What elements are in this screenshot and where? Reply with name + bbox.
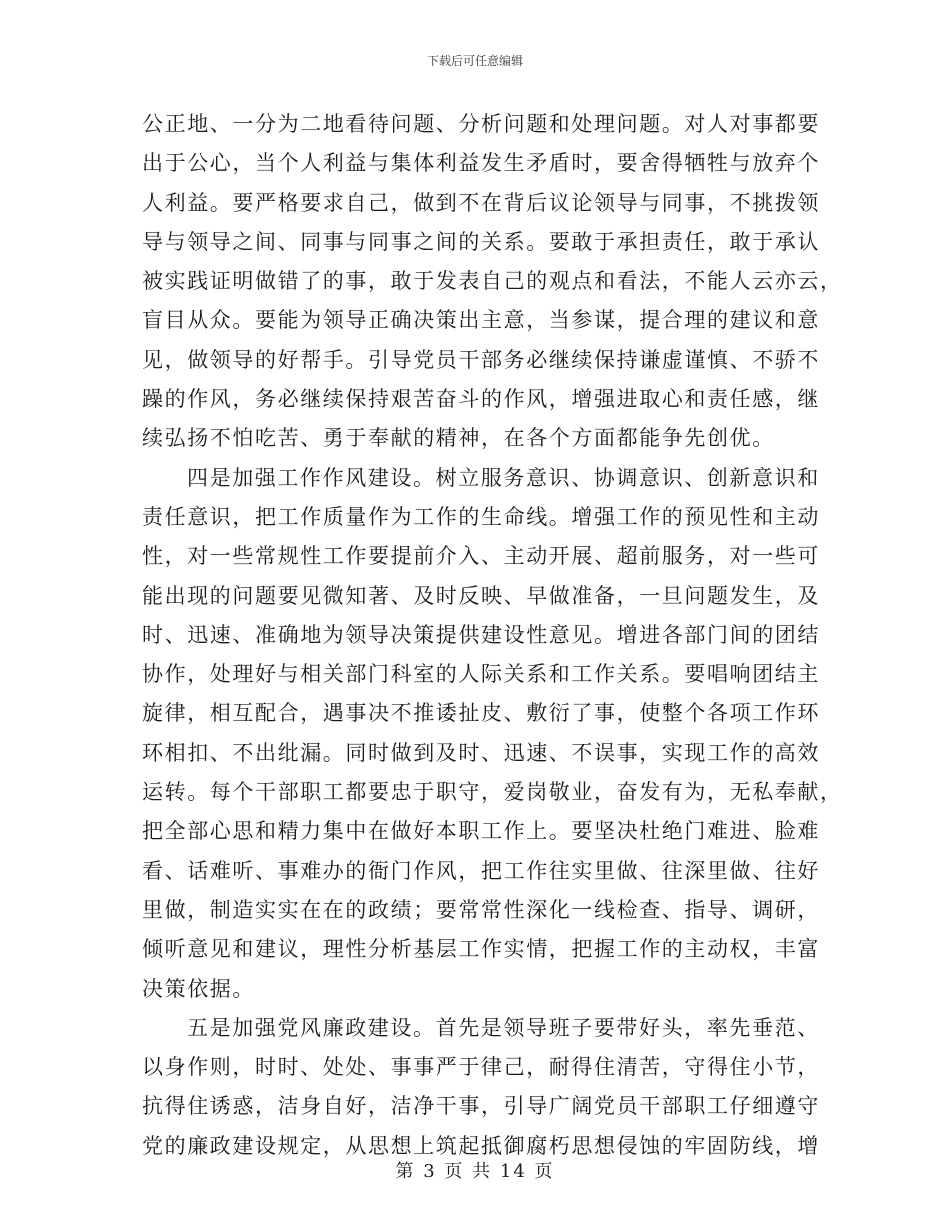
text-line: 五是加强党风廉政建设。首先是领导班子要带好头，率先垂范、 bbox=[187, 1015, 820, 1040]
text-line: 见，做领导的好帮手。引导党员干部务必继续保持谦虚谨慎、不骄不 bbox=[142, 347, 820, 372]
text-line: 运转。每个干部职工都要忠于职守，爱岗敬业，奋发有为，无私奉献， bbox=[142, 780, 843, 805]
text-line: 决策依据。 bbox=[142, 976, 255, 1001]
paragraph-integrity bbox=[142, 1009, 820, 1166]
page-footer bbox=[0, 1157, 950, 1183]
text-line: 导与领导之间、同事与同事之间的关系。要敢于承担责任，敢于承认 bbox=[142, 229, 820, 254]
text-line: 出于公心，当个人利益与集体利益发生矛盾时，要舍得牺牲与放弃个 bbox=[142, 151, 820, 176]
text-line: 时、迅速、准确地为领导决策提供建设性意见。增进各部门间的团结 bbox=[142, 622, 820, 647]
text-line: 盲目从众。要能为领导正确决策出主意，当参谋，提合理的建议和意 bbox=[142, 308, 820, 333]
text-line: 协作，处理好与相关部门科室的人际关系和工作关系。要唱响团结主 bbox=[142, 662, 820, 687]
text-line: 公正地、一分为二地看待问题、分析问题和处理问题。对人对事都要 bbox=[142, 112, 820, 136]
text-line: 被实践证明做错了的事，敢于发表自己的观点和看法，不能人云亦云， bbox=[142, 269, 843, 294]
text-line: 能出现的问题要见微知著、及时反映、早做准备，一旦问题发生，及 bbox=[142, 583, 820, 608]
page-header: 下载后可任意编辑 bbox=[426, 54, 523, 68]
total-page-count: 14 bbox=[499, 1161, 527, 1182]
text-line: 人利益。要严格要求自己，做到不在背后议论领导与同事，不挑拨领 bbox=[142, 190, 820, 215]
text-line: 躁的作风，务必继续保持艰苦奋斗的作风，增强进取心和责任感，继 bbox=[142, 387, 820, 412]
current-page-number: 3 bbox=[423, 1161, 437, 1182]
text-line: 抗得住诱惑，洁身自好，洁净干事，引导广阔党员干部职工仔细遵守 bbox=[142, 1094, 820, 1119]
text-line: 看、话难听、事难办的衙门作风，把工作往实里做、往深里做、往好 bbox=[142, 858, 820, 883]
paragraph-continued bbox=[142, 105, 843, 459]
text-line: 以身作则，时时、处处、事事严于律己，耐得住清苦，守得住小节， bbox=[142, 1055, 820, 1080]
paragraph-work-style bbox=[142, 459, 843, 1009]
text-line: 性，对一些常规性工作要提前介入、主动开展、超前服务，对一些可 bbox=[142, 544, 820, 569]
text-line: 里做，制造实实在在的政绩；要常常性深化一线检查、指导、调研， bbox=[142, 897, 820, 922]
text-line: 责任意识，把工作质量作为工作的生命线。增强工作的预见性和主动 bbox=[142, 504, 820, 529]
footer-middle: 页 共 bbox=[444, 1161, 493, 1182]
footer-prefix: 第 bbox=[395, 1161, 416, 1182]
text-line: 把全部心思和精力集中在做好本职工作上。要坚决杜绝门难进、脸难 bbox=[142, 819, 820, 844]
text-line: 旋律，相互配合，遇事决不推诿扯皮、敷衍了事，使整个各项工作环 bbox=[142, 701, 820, 726]
text-line: 四是加强工作作风建设。树立服务意识、协调意识、创新意识和 bbox=[187, 465, 820, 490]
footer-suffix: 页 bbox=[534, 1161, 555, 1182]
document-body bbox=[142, 105, 843, 1166]
text-line: 环相扣、不出纰漏。同时做到及时、迅速、不误事，实现工作的高效 bbox=[142, 740, 820, 765]
text-line: 党的廉政建设规定，从思想上筑起抵御腐朽思想侵蚀的牢固防线，增 bbox=[142, 1133, 820, 1158]
text-line: 倾听意见和建议，理性分析基层工作实情，把握工作的主动权，丰富 bbox=[142, 937, 820, 962]
text-line: 续弘扬不怕吃苦、勇于奉献的精神，在各个方面都能争先创优。 bbox=[142, 426, 775, 451]
